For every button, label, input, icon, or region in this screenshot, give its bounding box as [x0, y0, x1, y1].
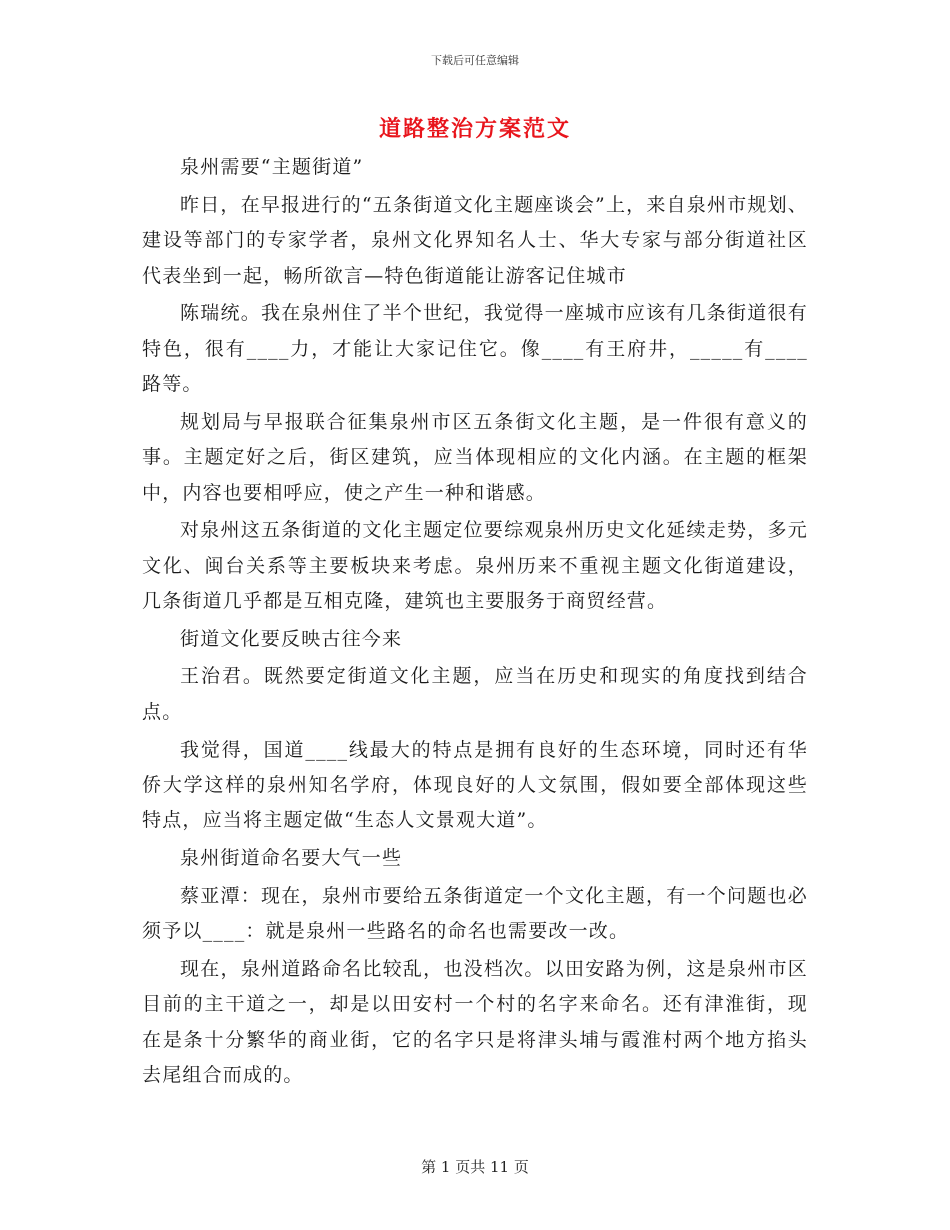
paragraph: 对泉州这五条街道的文化主题定位要综观泉州历史文化延续走势，多元文化、闽台关系等主要板块来考虑。泉州历来不重视主题文化街道建设，几条街道几乎都是互相克隆，建筑也主要服务于商贸经营。 — [142, 519, 808, 613]
paragraph: 昨日，在早报进行的“五条街道文化主题座谈会”上，来自泉州市规划、建设等部门的专家学者，泉州文化界知名人士、华大专家与部分街道社区代表坐到一起，畅所欲言—特色街道能让游客记住城市 — [142, 193, 808, 287]
paragraph: 我觉得，国道____线最大的特点是拥有良好的生态环境，同时还有华侨大学这样的泉州知名学府，体现良好的人文氛围，假如要全部体现这些特点，应当将主题定做“生态人文景观大道”。 — [142, 738, 808, 832]
paragraph: 现在，泉州道路命名比较乱，也没档次。以田安路为例，这是泉州市区目前的主干道之一，却是以田安村一个村的名字来命名。还有津淮街，现在是条十分繁华的商业街，它的名字只是将津头埔与霞淮村两个地方掐头去尾组合而成的。 — [142, 957, 808, 1087]
paragraph: 泉州街道命名要大气一些 — [180, 847, 403, 870]
paragraph: 王治君。既然要定街道文化主题，应当在历史和现实的角度找到结合点。 — [142, 665, 808, 723]
page-number-footer: 第 1 页共 11 页 — [421, 1158, 529, 1176]
document-body — [142, 150, 808, 1096]
header-note: 下载后可任意编辑 — [431, 54, 519, 67]
paragraph: 街道文化要反映古往今来 — [180, 627, 403, 650]
paragraph: 陈瑞统。我在泉州住了半个世纪，我觉得一座城市应该有几条街道很有特色，很有____力，才能让大家记住它。像____有王府井，_____有____路等。 — [142, 302, 808, 396]
document-title: 道路整治方案范文 — [378, 116, 571, 142]
paragraph: 泉州需要“主题街道” — [180, 156, 364, 178]
paragraph: 规划局与早报联合征集泉州市区五条街文化主题，是一件很有意义的事。主题定好之后，街区建筑，应当体现相应的文化内涵。在主题的框架中，内容也要相呼应，使之产生一种和谐感。 — [142, 410, 808, 504]
paragraph: 蔡亚潭：现在，泉州市要给五条街道定一个文化主题，有一个问题也必须予以____：就是泉州一些路名的命名也需要改一改。 — [142, 884, 808, 943]
